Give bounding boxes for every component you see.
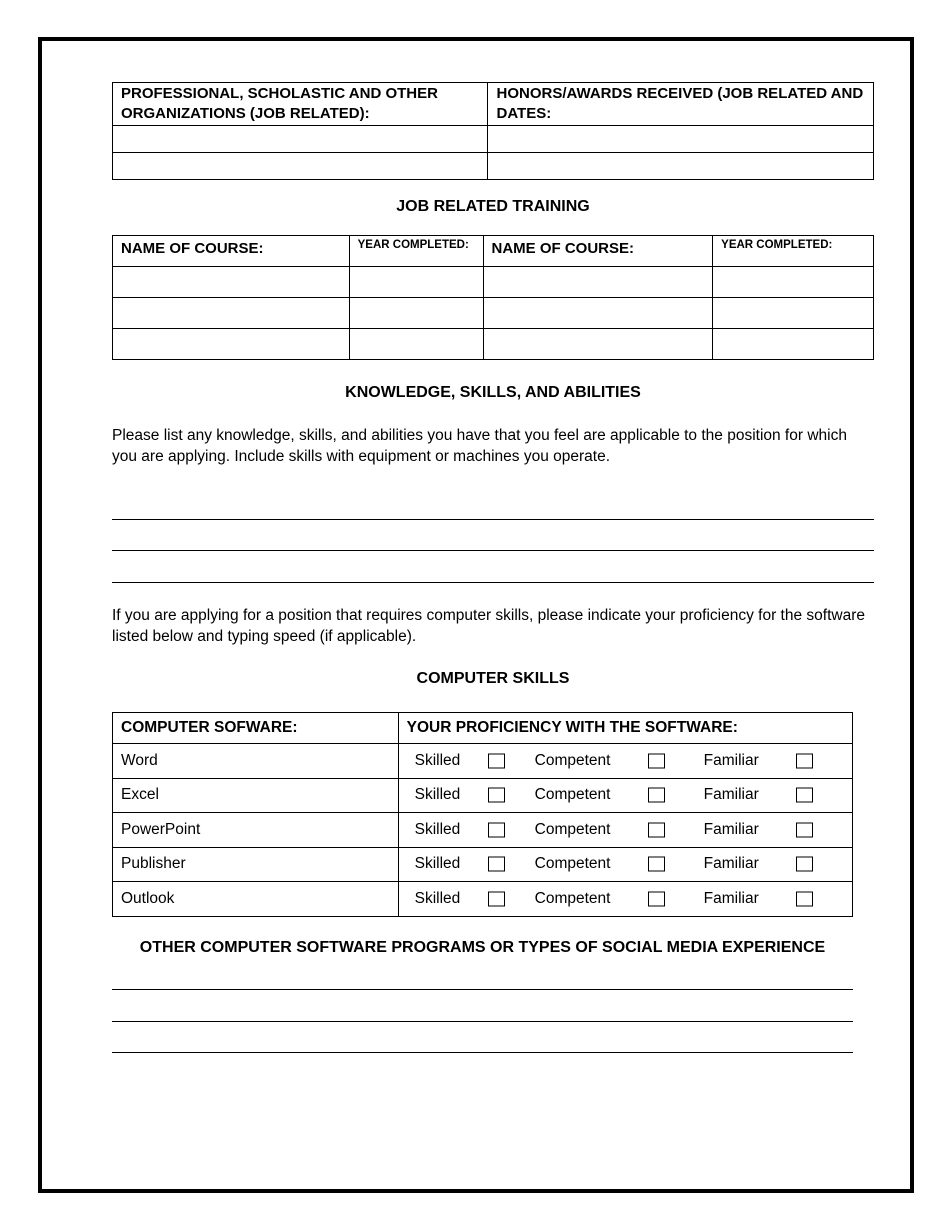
year-completed-field[interactable]: [713, 329, 874, 360]
familiar-label: Familiar: [703, 786, 759, 804]
organizations-field[interactable]: [113, 126, 488, 153]
skilled-checkbox[interactable]: [488, 891, 505, 906]
course-name-field[interactable]: [483, 329, 713, 360]
ksa-title: KNOWLEDGE, SKILLS, AND ABILITIES: [345, 384, 641, 401]
honors-awards-field[interactable]: [488, 126, 874, 153]
year-completed-field[interactable]: [349, 267, 483, 298]
familiar-checkbox[interactable]: [796, 891, 813, 906]
software-name: Word: [113, 744, 399, 779]
year-completed-header: YEAR COMPLETED:: [713, 236, 874, 267]
proficiency-header: YOUR PROFICIENCY WITH THE SOFTWARE:: [398, 713, 852, 744]
organizations-header: PROFESSIONAL, SCHOLASTIC AND OTHER ORGANIZATIONS (JOB RELATED):: [113, 83, 488, 126]
training-table: [112, 235, 874, 360]
competent-checkbox[interactable]: [648, 788, 665, 803]
ksa-instructions: Please list any knowledge, skills, and abilities you have that you feel are applicable to the position for which you are applying. Include skills with equipment or machines you operate.: [112, 427, 847, 465]
year-completed-field[interactable]: [713, 267, 874, 298]
familiar-checkbox[interactable]: [796, 788, 813, 803]
competent-label: Competent: [534, 751, 611, 769]
familiar-checkbox[interactable]: [796, 822, 813, 837]
course-name-field[interactable]: [113, 267, 350, 298]
familiar-label: Familiar: [703, 855, 759, 873]
ksa-answer-line[interactable]: [112, 550, 874, 551]
software-row-publisher: [113, 847, 853, 882]
familiar-label: Familiar: [703, 751, 759, 769]
ksa-answer-line[interactable]: [112, 519, 874, 520]
skilled-label: Skilled: [414, 751, 461, 769]
competent-checkbox[interactable]: [648, 753, 665, 768]
familiar-label: Familiar: [703, 820, 759, 838]
skilled-checkbox[interactable]: [488, 788, 505, 803]
other-software-answer-line[interactable]: [112, 1052, 853, 1053]
honors-awards-header: HONORS/AWARDS RECEIVED (JOB RELATED AND DATES:: [488, 83, 874, 126]
skilled-label: Skilled: [414, 889, 461, 907]
skilled-checkbox[interactable]: [488, 822, 505, 837]
computer-skills-note: If you are applying for a position that requires computer skills, please indicate your proficiency for the software listed below and typing speed (if applicable).: [112, 607, 865, 645]
organizations-table: [112, 82, 874, 180]
familiar-checkbox[interactable]: [796, 753, 813, 768]
software-row-outlook: [113, 882, 853, 917]
software-name: Publisher: [113, 847, 399, 882]
course-name-field[interactable]: [483, 267, 713, 298]
competent-label: Competent: [534, 855, 611, 873]
course-name-header: NAME OF COURSE:: [483, 236, 713, 267]
familiar-checkbox[interactable]: [796, 857, 813, 872]
year-completed-field[interactable]: [349, 329, 483, 360]
course-name-field[interactable]: [113, 329, 350, 360]
skilled-label: Skilled: [414, 786, 461, 804]
software-row-powerpoint: [113, 813, 853, 848]
course-name-header: NAME OF COURSE:: [113, 236, 350, 267]
software-name: PowerPoint: [113, 813, 399, 848]
software-row-excel: [113, 778, 853, 813]
competent-checkbox[interactable]: [648, 822, 665, 837]
skilled-checkbox[interactable]: [488, 857, 505, 872]
software-name: Outlook: [113, 882, 399, 917]
organizations-field[interactable]: [113, 153, 488, 180]
other-software-answer-line[interactable]: [112, 989, 853, 990]
course-name-field[interactable]: [113, 298, 350, 329]
year-completed-field[interactable]: [713, 298, 874, 329]
skilled-label: Skilled: [414, 820, 461, 838]
skilled-label: Skilled: [414, 855, 461, 873]
competent-checkbox[interactable]: [648, 891, 665, 906]
competent-checkbox[interactable]: [648, 857, 665, 872]
other-software-answer-line[interactable]: [112, 1021, 853, 1022]
honors-awards-field[interactable]: [488, 153, 874, 180]
other-software-title: OTHER COMPUTER SOFTWARE PROGRAMS OR TYPES OF SOCIAL MEDIA EXPERIENCE: [139, 939, 826, 956]
skilled-checkbox[interactable]: [488, 753, 505, 768]
competent-label: Competent: [534, 786, 611, 804]
familiar-label: Familiar: [703, 889, 759, 907]
competent-label: Competent: [534, 820, 611, 838]
computer-skills-table: [112, 712, 853, 917]
year-completed-header: YEAR COMPLETED:: [349, 236, 483, 267]
ksa-answer-line[interactable]: [112, 582, 874, 583]
course-name-field[interactable]: [483, 298, 713, 329]
software-header: COMPUTER SOFWARE:: [113, 713, 399, 744]
software-name: Excel: [113, 778, 399, 813]
year-completed-field[interactable]: [349, 298, 483, 329]
software-row-word: [113, 744, 853, 779]
training-title: JOB RELATED TRAINING: [396, 198, 590, 215]
competent-label: Competent: [534, 889, 611, 907]
computer-skills-title: COMPUTER SKILLS: [416, 670, 570, 687]
